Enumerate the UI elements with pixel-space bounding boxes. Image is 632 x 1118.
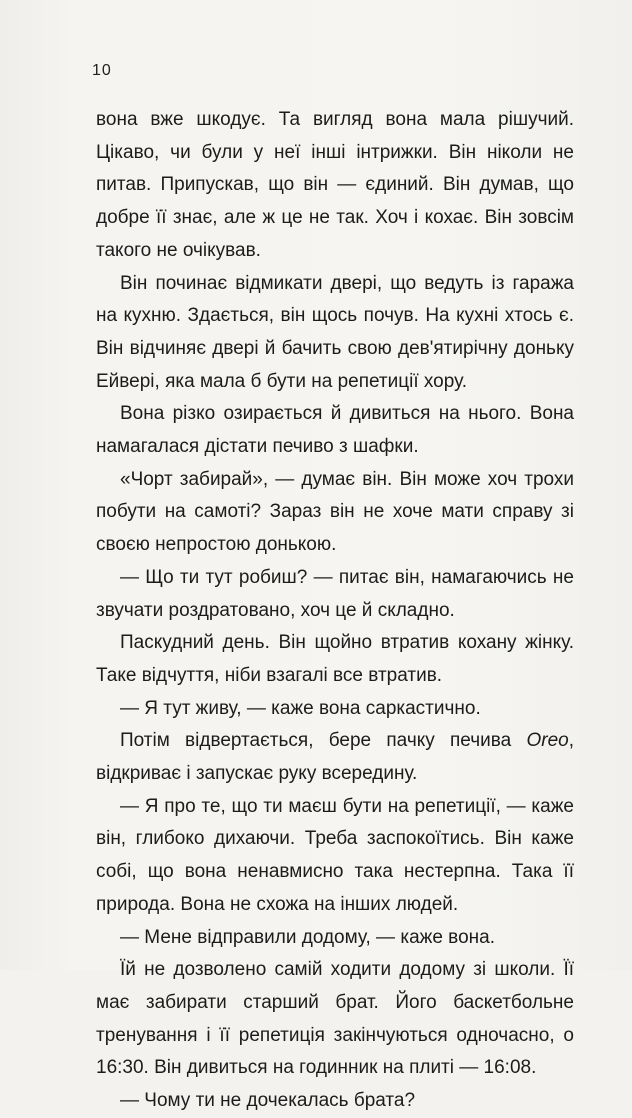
paragraph: — Що ти тут робиш? — питає він, намагаючись не звучати роздратовано, хоч це й складно. xyxy=(96,566,574,621)
paragraph: — Я про те, що ти маєш бути на репетиції, — каже він, глибоко дихаючи. Треба заспокоїтись. Він каже собі, що вона ненавмисно така нестерпна. Така її природа. Вона не схожа на інших людей. xyxy=(96,795,574,915)
paragraph: Він починає відмикати двері, що ведуть із гаража на кухню. Здається, він щось почув. На кухні хтось є. Він відчиняє двері й бачить свою дев'ятирічну доньку Ейвері, яка мала б бути на репетиції хору. xyxy=(96,272,574,392)
paragraph: Вона різко озирається й дивиться на нього. Вона намагалася дістати печиво з шафки. xyxy=(96,403,574,458)
paragraph: Паскудний день. Він щойно втратив кохану жінку. Таке відчуття, ніби взагалі все втратив. xyxy=(96,632,574,686)
brand-name: Oreo xyxy=(526,730,569,752)
paragraph: — Чому ти не дочекалась брата? xyxy=(120,1090,416,1112)
paragraph: Потім відвертається, бере пачку печива Oreo, відкриває і запускає руку всередину. xyxy=(96,730,574,785)
paragraph: вона вже шкодує. Та вигляд вона мала рішучий. Цікаво, чи були у неї інші інтрижки. Він ніколи не питав. Припускав, що він — єдиний. Він думав, що добре її знає, але ж це не так. Хоч і кохає. Він зовсім такого не очікував. xyxy=(96,109,574,261)
paragraph: Їй не дозволено самій ходити додому зі школи. Її має забирати старший брат. Його баскетбольне тренування і її репетиція закінчуються одночасно, о 16:30. Він дивиться на годинник на плиті — 16:08. xyxy=(96,959,574,1079)
page-number: 10 xyxy=(92,62,112,79)
paragraph: — Мене відправили додому, — каже вона. xyxy=(120,926,495,948)
paragraph: — Я тут живу, — каже вона саркастично. xyxy=(120,697,481,719)
page-text xyxy=(96,104,574,1118)
paragraph: «Чорт забирай», — думає він. Він може хоч трохи побути на самоті? Зараз він не хоче мати справу зі своєю непростою донькою. xyxy=(96,468,574,556)
